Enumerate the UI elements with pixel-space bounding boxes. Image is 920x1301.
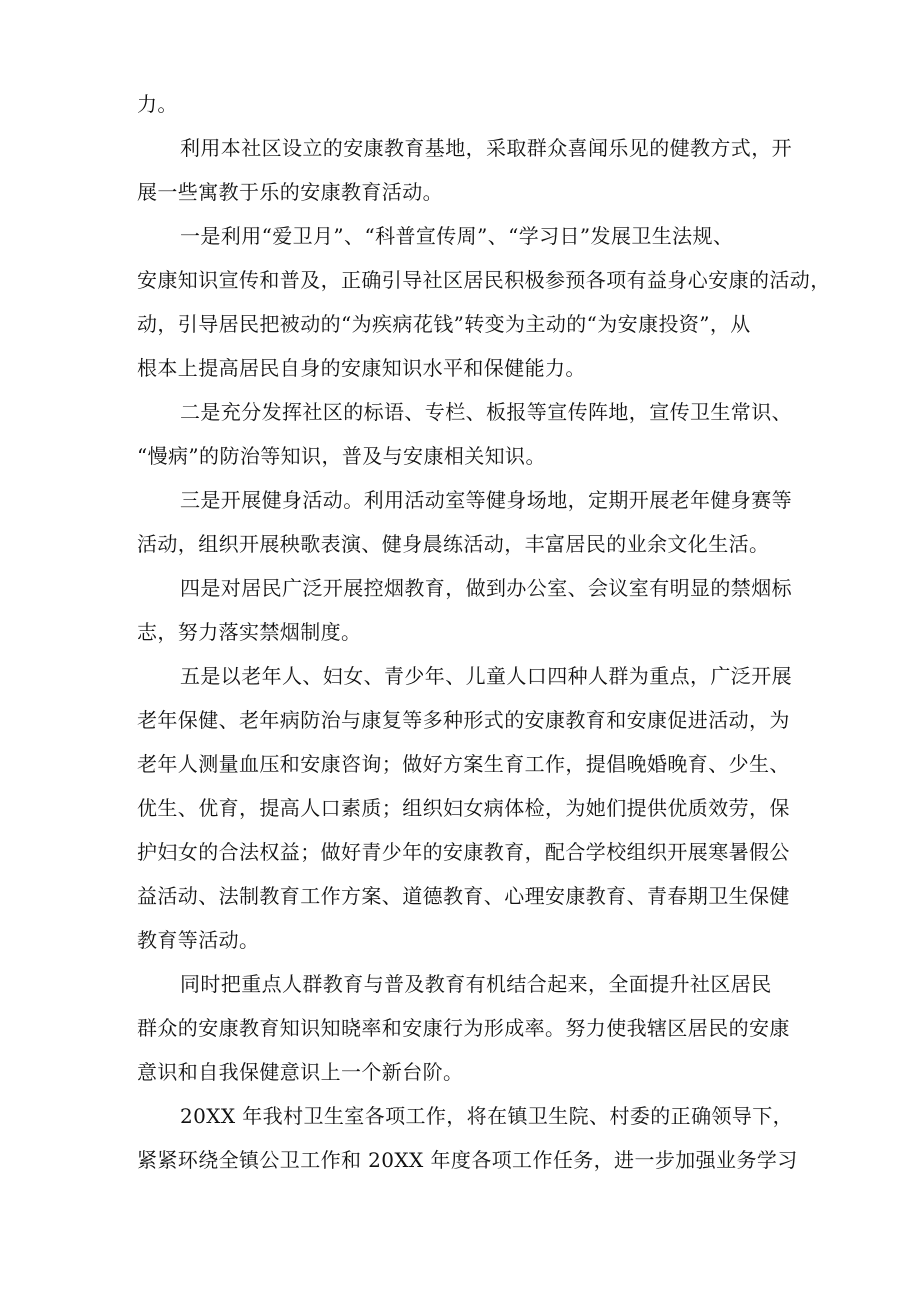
text-line: 展一些寓教于乐的安康教育活动。 — [137, 180, 443, 204]
text-line: 护妇女的合法权益；做好青少年的安康教育，配合学校组织开展寒暑假公 — [137, 840, 790, 864]
text-line: 紧紧环绕全镇公卫工作和 20XX 年度各项工作任务，进一步加强业务学习 — [137, 1148, 798, 1172]
text-line: 益活动、法制教育工作方案、道德教育、心理安康教育、青春期卫生保健 — [137, 884, 790, 908]
text-line: 根本上提高居民自身的安康知识水平和保健能力。 — [137, 356, 586, 380]
text-line: 群众的安康教育知识知晓率和安康行为形成率。努力使我辖区居民的安康 — [137, 1016, 790, 1040]
text-line: 同时把重点人群教育与普及教育有机结合起来，全面提升社区居民 — [180, 972, 772, 996]
text-line: 二是充分发挥社区的标语、专栏、板报等宣传阵地，宣传卫生常识、 — [180, 400, 792, 424]
text-line: 活动，组织开展秧歌表演、健身晨练活动，丰富居民的业余文化生活。 — [137, 532, 770, 556]
text-line: 意识和自我保健意识上一个新台阶。 — [137, 1060, 464, 1084]
text-line: 利用本社区设立的安康教育基地，采取群众喜闻乐见的健教方式，开 — [180, 136, 792, 160]
text-line: 力。 — [137, 92, 178, 116]
text-line: “慢病”的防治等知识，普及与安康相关知识。 — [137, 444, 546, 468]
text-line: 三是开展健身活动。利用活动室等健身场地，定期开展老年健身赛等 — [180, 488, 792, 512]
text-line: 老年人测量血压和安康咨询；做好方案生育工作，提倡晚婚晚育、少生、 — [137, 752, 790, 776]
text-line: 动，引导居民把被动的“为疾病花钱”转变为主动的“为安康投资”，从 — [137, 312, 751, 336]
text-line: 教育等活动。 — [137, 928, 260, 952]
text-line: 老年保健、老年病防治与康复等多种形式的安康教育和安康促进活动，为 — [137, 708, 790, 732]
text-line: 志，努力落实禁烟制度。 — [137, 620, 362, 644]
text-line: 四是对居民广泛开展控烟教育，做到办公室、会议室有明显的禁烟标 — [180, 576, 792, 600]
text-line: 五是以老年人、妇女、青少年、儿童人口四种人群为重点，广泛开展 — [180, 664, 792, 688]
text-line: 安康知识宣传和普及，正确引导社区居民积极参预各项有益身心安康的活动， — [137, 268, 831, 292]
text-line: 优生、优育，提高人口素质；组织妇女病体检，为她们提供优质效劳，保 — [137, 796, 790, 820]
text-line: 20XX 年我村卫生室各项工作，将在镇卫生院、村委的正确领导下， — [180, 1104, 794, 1128]
text-line: 一是利用“爱卫月”、“科普宣传周”、“学习日”发展卫生法规、 — [180, 224, 734, 248]
